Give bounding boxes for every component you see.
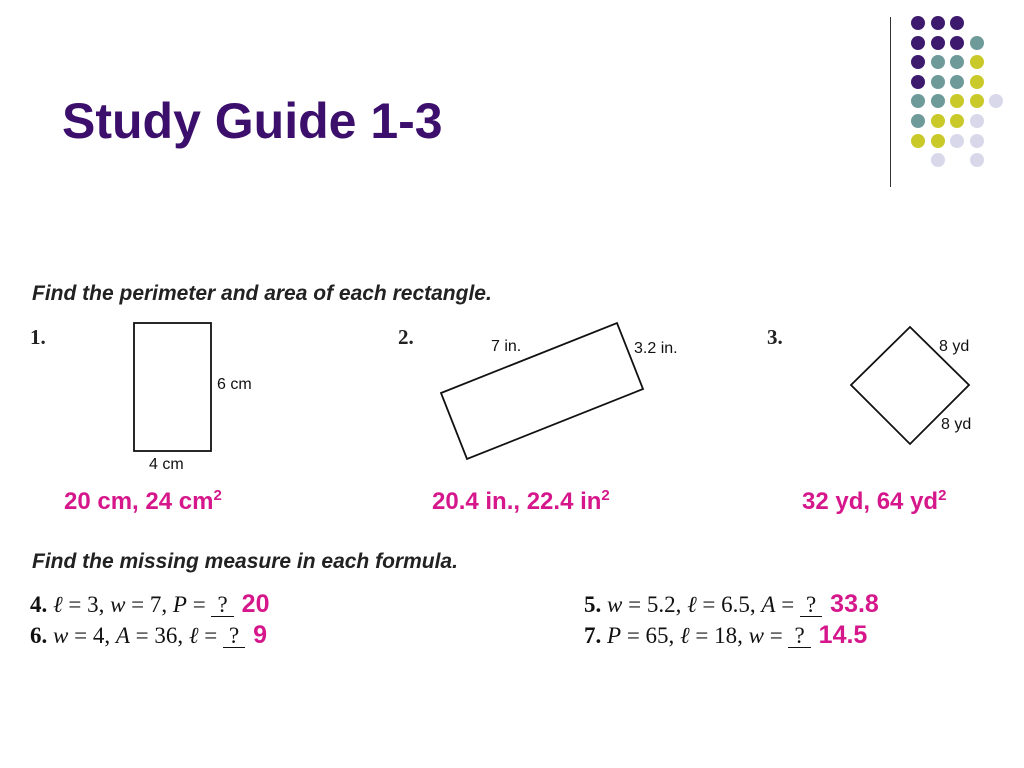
p6-blank: ? — [223, 624, 245, 648]
problem-5-formula — [584, 590, 879, 619]
p7-blank: ? — [788, 624, 810, 648]
p5-eq-1: = 5.2, — [622, 592, 688, 617]
p6-var-3: ℓ — [188, 623, 199, 648]
p7-var-1: P — [607, 623, 622, 648]
p7-var-3: w — [748, 623, 764, 648]
section1-instruction: Find the perimeter and area of each rectangle. — [32, 282, 492, 305]
problem-2-answer — [432, 487, 610, 516]
rect1-height-label: 6 cm — [217, 376, 252, 393]
problem-4-number: 4. — [30, 592, 48, 617]
rect2-width-label: 3.2 in. — [634, 340, 678, 357]
problem-7-answer: 14.5 — [818, 621, 868, 649]
p4-eq-2: = 7, — [125, 592, 173, 617]
problem-3-answer-text: 32 yd, 64 yd — [802, 488, 939, 515]
p7-eq-3: = — [763, 623, 789, 648]
p5-var-3: A — [761, 592, 776, 617]
p4-var-2: w — [110, 592, 126, 617]
p6-eq-3: = — [198, 623, 223, 648]
rect1-width-label: 4 cm — [149, 456, 184, 473]
problem-1-answer-text: 20 cm, 24 cm — [64, 488, 214, 515]
p7-eq-1: = 65, — [621, 623, 681, 648]
p4-var-3: P — [172, 592, 187, 617]
problem-1-answer — [64, 487, 222, 516]
problem-6-formula — [30, 621, 267, 650]
slide-title: Study Guide 1-3 — [62, 93, 443, 149]
problem-4-answer: 20 — [241, 590, 270, 618]
p7-var-2: ℓ — [680, 623, 690, 648]
p5-eq-2: = 6.5, — [696, 592, 762, 617]
p4-eq-1: = 3, — [62, 592, 111, 617]
problem-3-answer — [802, 487, 946, 516]
rect2-length-label: 7 in. — [491, 338, 522, 355]
problem-2-answer-text: 20.4 in., 22.4 in — [432, 488, 602, 515]
problem-7-formula — [584, 621, 867, 650]
p4-blank: ? — [211, 593, 233, 617]
rectangle-2-shape — [441, 323, 643, 459]
rectangle-1-shape — [134, 323, 211, 451]
problem-6-answer: 9 — [253, 621, 268, 649]
p5-eq-3: = — [775, 592, 800, 617]
p5-blank: ? — [800, 593, 822, 617]
p6-eq-1: = 4, — [68, 623, 116, 648]
problem-6-number: 6. — [30, 623, 48, 648]
p6-var-1: w — [53, 623, 69, 648]
problem-4-formula — [30, 590, 269, 619]
problem-5-number: 5. — [584, 592, 602, 617]
p5-var-1: w — [607, 592, 623, 617]
problem-3-number: 3. — [767, 325, 783, 349]
problem-1-answer-exponent: 2 — [213, 487, 222, 504]
p7-eq-2: = 18, — [689, 623, 749, 648]
square3-bottom-label: 8 yd — [941, 416, 972, 433]
square3-top-label: 8 yd — [939, 338, 970, 355]
problem-2-answer-exponent: 2 — [601, 487, 610, 504]
problem-1-number: 1. — [30, 325, 46, 349]
problem-3-answer-exponent: 2 — [938, 487, 947, 504]
p6-eq-2: = 36, — [129, 623, 189, 648]
problem-2-number: 2. — [398, 325, 414, 349]
p4-var-1: ℓ — [53, 592, 63, 617]
p6-var-2: A — [115, 623, 130, 648]
problem-7-number: 7. — [584, 623, 602, 648]
p5-var-2: ℓ — [687, 592, 697, 617]
section2-instruction: Find the missing measure in each formula. — [32, 550, 458, 573]
p4-eq-3: = — [186, 592, 212, 617]
problem-5-answer: 33.8 — [830, 590, 879, 618]
